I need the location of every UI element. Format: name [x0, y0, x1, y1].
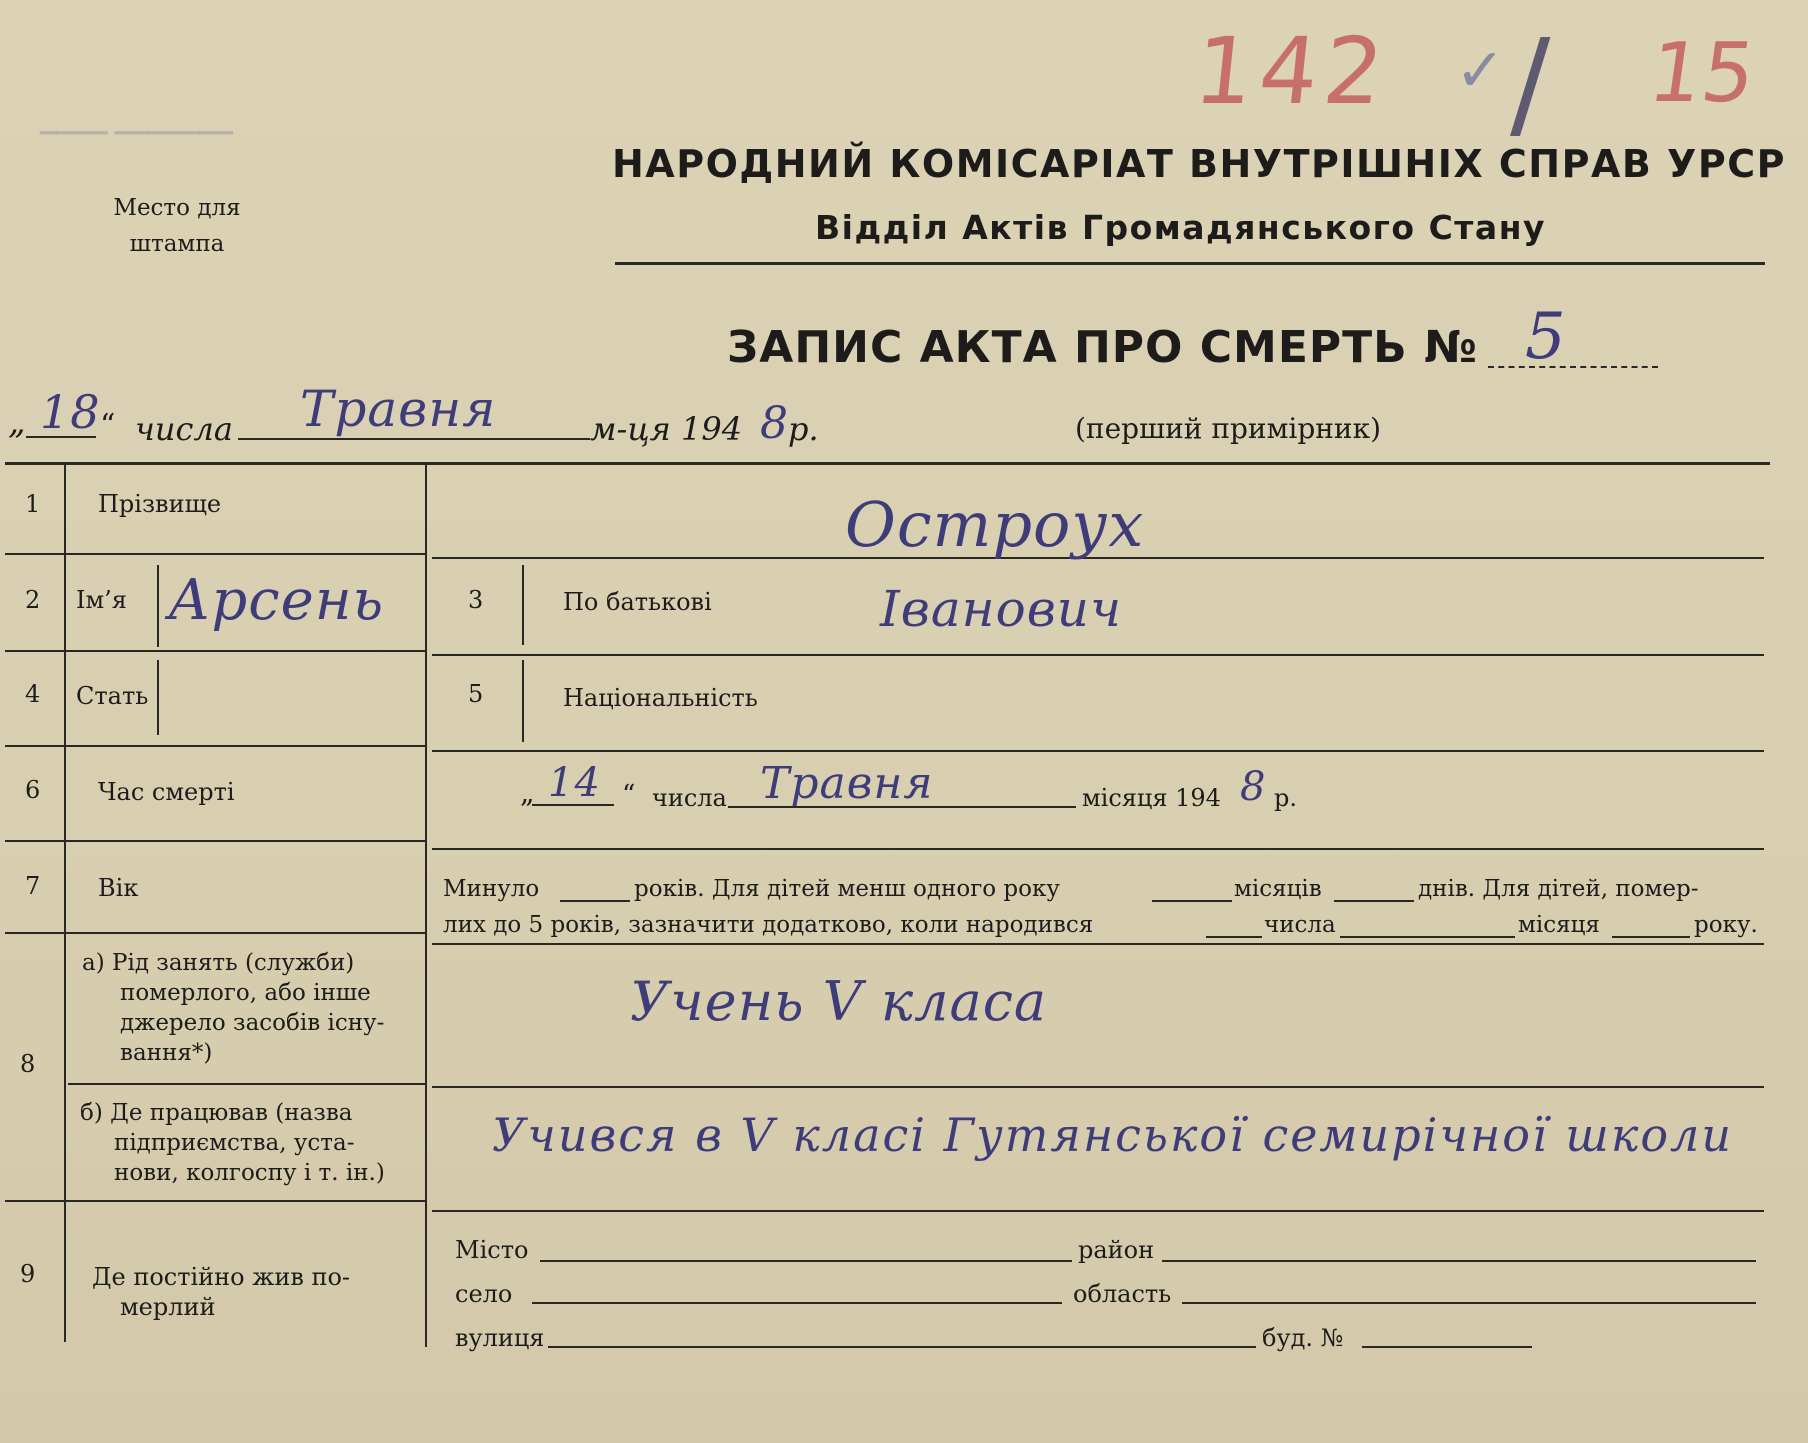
age-years-line [560, 900, 630, 902]
age-text-e: лих до 5 років, зазначити додатково, коли народився [443, 912, 1094, 938]
age-text-f: числа [1264, 912, 1336, 938]
sex-label-rule [157, 660, 159, 735]
registration-month-label: м-ця 194 [590, 410, 743, 448]
ministry-heading: НАРОДНИЙ КОМІСАРІАТ ВНУТРІШНІХ СПРАВ УРСР [612, 142, 1786, 186]
death-month-line [728, 806, 1076, 808]
building-label: буд. № [1262, 1324, 1344, 1352]
death-year-digit: 8 [1240, 764, 1267, 810]
registration-day: 18 [40, 385, 101, 439]
registration-day-label: числа [135, 410, 233, 448]
occupation-value: Учень V класа [630, 970, 1048, 1033]
patronymic-label: По батькові [563, 588, 712, 616]
workplace-label-line: б) Де працював (назва [80, 1100, 353, 1126]
death-date-quote-open: „ [520, 776, 535, 809]
stamp-placeholder-line2: штампа [129, 231, 225, 257]
death-month: Травня [760, 758, 934, 809]
city-line [540, 1260, 1072, 1262]
residence-label-line: Де постійно жив по- [92, 1263, 351, 1291]
bleed-through-text: ▁▁▁▁ ▁▁▁▁▁▁▁ [40, 110, 234, 135]
occupation-label-line: померлого, або інше [120, 980, 371, 1006]
header-rule [615, 262, 1765, 265]
surname-label: Прізвище [98, 490, 222, 518]
archive-check-mark: ✓ [1455, 36, 1506, 106]
row-number: 3 [468, 586, 484, 614]
village-line [532, 1302, 1062, 1304]
row-divider [5, 745, 425, 747]
row-divider [432, 1210, 1764, 1212]
archive-slash: / [1510, 15, 1551, 154]
label-column-rule [425, 462, 427, 1347]
region-label: область [1073, 1280, 1172, 1308]
table-top-rule [5, 462, 1770, 465]
death-month-label: місяця 194 [1082, 784, 1221, 812]
row-divider [432, 1086, 1764, 1088]
registration-year-digit: 8 [760, 398, 789, 449]
row-number: 5 [468, 680, 484, 708]
age-text-h: року. [1694, 912, 1758, 938]
patronymic-label-rule [522, 565, 524, 645]
district-line [1162, 1260, 1756, 1262]
workplace-label-line: підприємства, уста- [114, 1130, 355, 1156]
nationality-label-rule [522, 660, 524, 742]
registration-month: Травня [300, 380, 497, 438]
row-divider [432, 750, 1764, 752]
first-name-label: Ім’я [76, 586, 127, 614]
name-label-rule [157, 565, 159, 647]
death-date-quote-close: “ [622, 780, 636, 810]
date-quote-open: „ [8, 402, 26, 442]
registration-day-line [26, 436, 96, 438]
row-number: 8 [20, 1050, 36, 1078]
death-year-suffix: р. [1274, 784, 1297, 812]
age-text-a: Минуло [443, 876, 540, 902]
residence-label [92, 1262, 350, 1322]
building-line [1362, 1346, 1532, 1348]
department-heading: Відділ Актів Громадянського Стану [815, 208, 1547, 247]
district-label: район [1078, 1236, 1155, 1264]
row-divider [5, 932, 425, 934]
record-number-line [1488, 366, 1658, 368]
row-divider [432, 848, 1764, 850]
archive-page-number: 15 [1643, 26, 1762, 121]
registration-month-line [238, 438, 590, 440]
occupation-label [82, 948, 384, 1068]
row-number: 6 [25, 776, 41, 804]
workplace-label [80, 1098, 385, 1188]
row-divider [432, 943, 1764, 945]
age-text-b: років. Для дітей менш одного року [634, 876, 1060, 902]
number-column-rule [64, 462, 66, 1342]
street-label: вулиця [455, 1324, 545, 1352]
death-date-label: Час смерті [98, 778, 235, 806]
row-divider [68, 1083, 425, 1085]
archive-sheet-number: 142 [1189, 18, 1395, 125]
death-day: 14 [548, 760, 601, 806]
copy-note: (перший примірник) [1075, 412, 1381, 445]
row-number: 9 [20, 1260, 36, 1288]
age-text-d: днів. Для дітей, помер- [1418, 876, 1699, 902]
date-quote-close: “ [100, 408, 116, 443]
row-divider [5, 840, 425, 842]
city-label: Місто [455, 1236, 529, 1264]
age-days-line [1334, 900, 1414, 902]
stamp-placeholder-line1: Место для [113, 195, 241, 221]
birth-year-line [1612, 936, 1690, 938]
first-name-value: Арсень [168, 568, 385, 633]
occupation-label-line: джерело засобів існу- [120, 1010, 385, 1036]
nationality-label: Національність [563, 684, 758, 712]
occupation-label-line: вання*) [120, 1040, 213, 1066]
age-label: Вік [98, 874, 139, 902]
row-number: 7 [25, 872, 41, 900]
region-line [1182, 1302, 1756, 1304]
sex-label: Стать [76, 682, 149, 710]
registration-year-suffix: р. [788, 410, 819, 448]
birth-month-line [1340, 936, 1515, 938]
workplace-value: Учився в V класі Гутянської семирічної школи [492, 1108, 1733, 1162]
village-label: село [455, 1280, 513, 1308]
row-divider [5, 553, 425, 555]
row-divider [432, 654, 1764, 656]
row-number: 2 [25, 586, 41, 614]
age-text-c: місяців [1234, 876, 1322, 902]
birth-day-line [1206, 936, 1262, 938]
age-months-line [1152, 900, 1232, 902]
age-text-g: місяця [1518, 912, 1600, 938]
residence-label-line: мерлий [120, 1293, 216, 1321]
occupation-label-line: а) Рід занять (служби) [82, 950, 355, 976]
row-number: 4 [25, 680, 41, 708]
record-number: 5 [1525, 300, 1567, 374]
workplace-label-line: нови, колгоспу і т. ін.) [114, 1160, 385, 1186]
death-day-label: числа [652, 784, 727, 812]
death-day-line [532, 804, 614, 806]
row-number: 1 [25, 490, 41, 518]
stamp-placeholder [92, 190, 262, 262]
record-title: ЗАПИС АКТА ПРО СМЕРТЬ № [727, 322, 1478, 373]
surname-value: Остроух [845, 488, 1145, 561]
street-line [548, 1346, 1256, 1348]
patronymic-value: Іванович [880, 580, 1123, 638]
row-divider [5, 1200, 425, 1202]
row-divider [5, 650, 425, 652]
